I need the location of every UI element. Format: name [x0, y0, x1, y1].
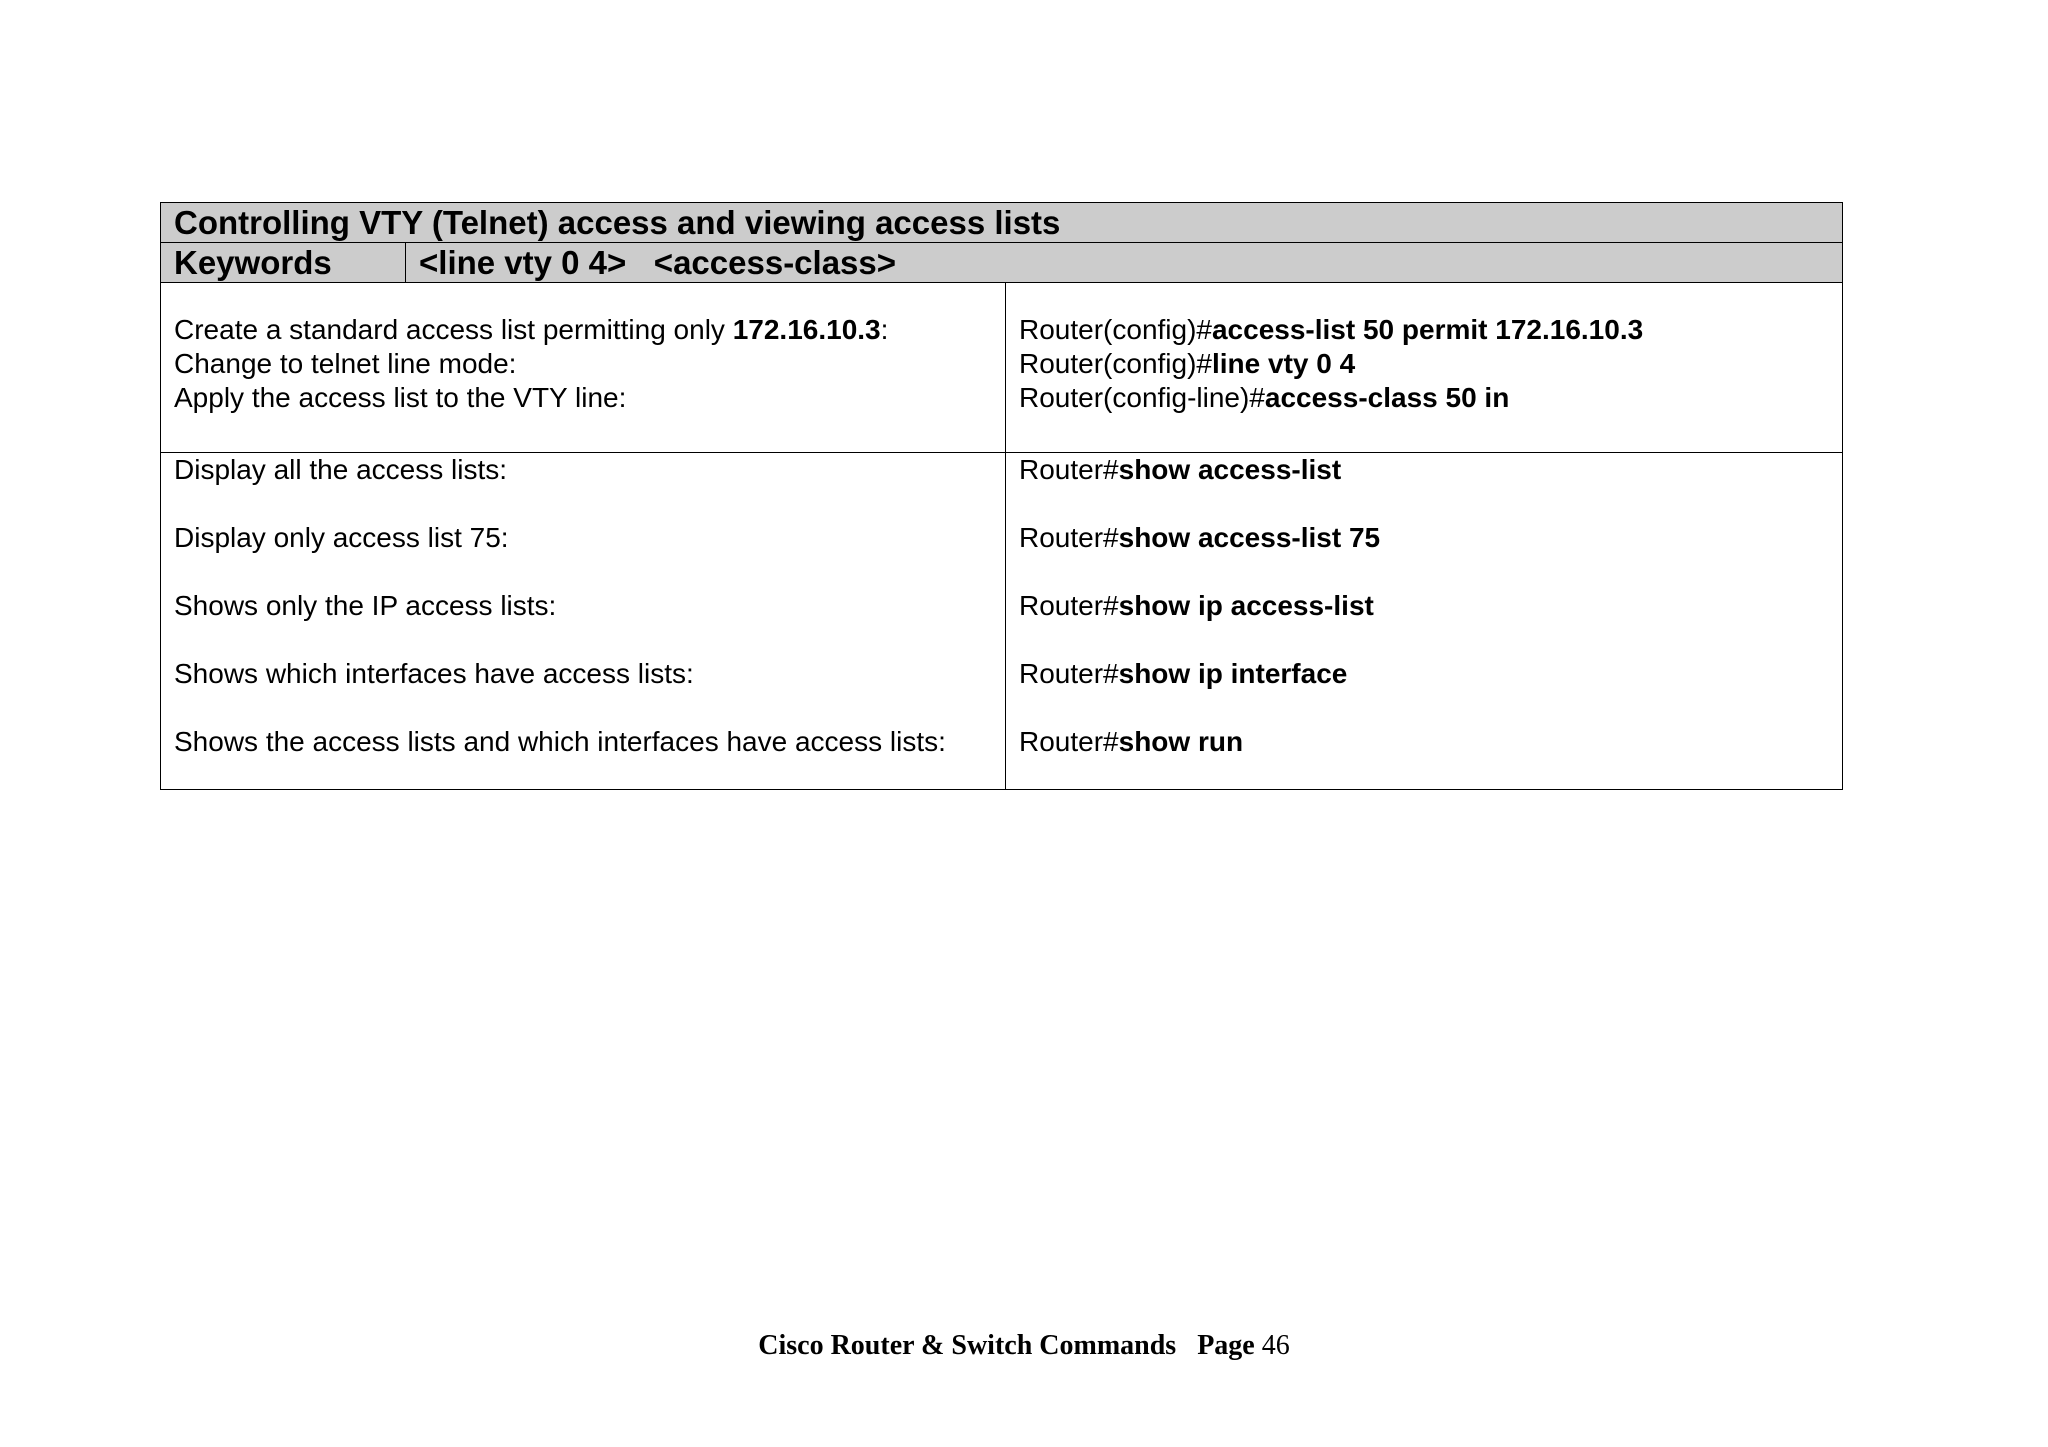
keywords-label: Keywords	[161, 243, 406, 283]
table-title: Controlling VTY (Telnet) access and viewing access lists	[161, 203, 1843, 243]
show-desc-5: Shows the access lists and which interfaces have access lists:	[174, 726, 946, 757]
config-descriptions	[161, 283, 1006, 453]
keywords-value: <line vty 0 4> <access-class>	[406, 243, 1843, 283]
config-desc-3: Apply the access list to the VTY line:	[174, 382, 627, 413]
keywords-row	[161, 243, 1843, 283]
footer-page-number: 46	[1261, 1330, 1290, 1361]
show-cmd-2: Router#show access-list 75	[1019, 522, 1381, 553]
show-desc-1: Display all the access lists:	[174, 454, 508, 485]
footer-page-label: Page	[1197, 1330, 1255, 1361]
config-cmd-3: Router(config-line)#access-class 50 in	[1019, 382, 1510, 413]
show-desc-2: Display only access list 75:	[174, 522, 509, 553]
show-cmd-4: Router#show ip interface	[1019, 658, 1348, 689]
ip-address: 172.16.10.3	[732, 314, 881, 345]
show-cmd-5: Router#show run	[1019, 726, 1244, 757]
title-row	[161, 203, 1843, 243]
footer-title: Cisco Router & Switch Commands	[758, 1330, 1177, 1361]
page-footer	[0, 1330, 2048, 1362]
show-row	[161, 453, 1843, 790]
config-row	[161, 283, 1843, 453]
config-commands	[1006, 283, 1843, 453]
show-desc-3: Shows only the IP access lists:	[174, 590, 557, 621]
commands-table	[160, 202, 1843, 790]
config-cmd-1: Router(config)#access-list 50 permit 172.16.10.3	[1019, 314, 1644, 345]
config-desc-2: Change to telnet line mode:	[174, 348, 517, 379]
show-cmd-3: Router#show ip access-list	[1019, 590, 1374, 621]
show-desc-4: Shows which interfaces have access lists:	[174, 658, 694, 689]
config-cmd-2: Router(config)#line vty 0 4	[1019, 348, 1356, 379]
show-commands	[1006, 453, 1843, 790]
show-descriptions	[161, 453, 1006, 790]
config-desc-1: Create a standard access list permitting only 172.16.10.3:	[174, 314, 889, 345]
show-cmd-1: Router#show access-list	[1019, 454, 1342, 485]
